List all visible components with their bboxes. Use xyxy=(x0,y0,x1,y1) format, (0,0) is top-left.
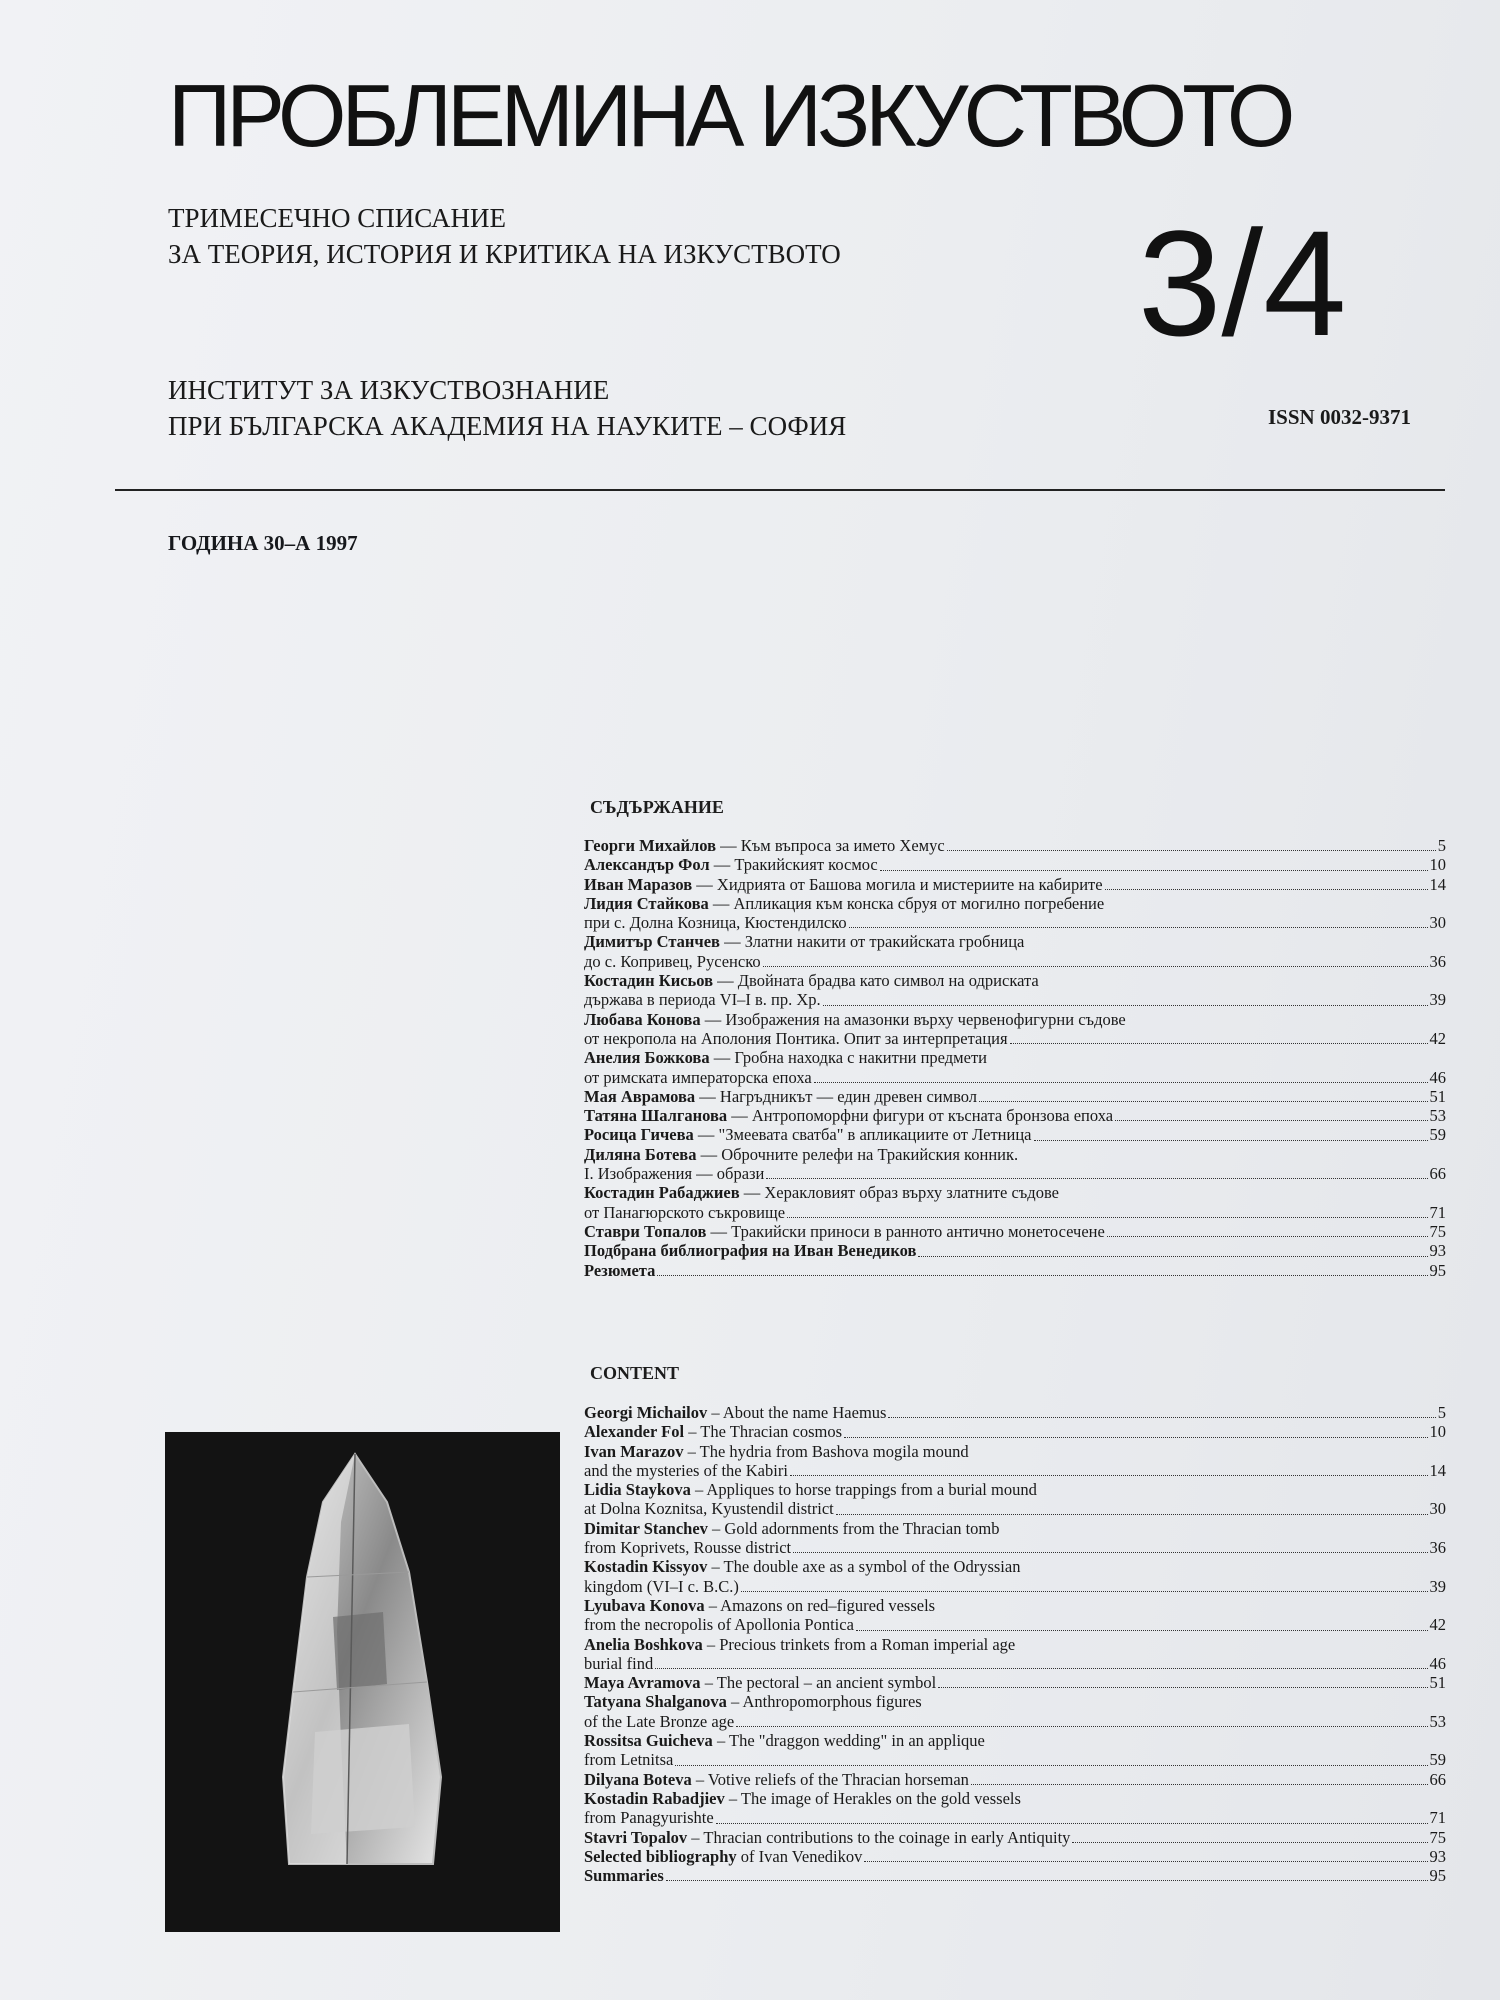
entry-title: – The Thracian cosmos xyxy=(684,1422,843,1442)
leader-dots xyxy=(1034,1140,1428,1141)
toc-en-entry xyxy=(584,1635,1446,1654)
toc-en-entry xyxy=(584,1480,1446,1499)
toc-en-entry-continued xyxy=(584,1750,1446,1769)
toc-en-entry xyxy=(584,1596,1446,1615)
leader-dots xyxy=(1072,1842,1427,1843)
toc-bg-entry xyxy=(584,894,1446,913)
leader-dots xyxy=(1105,889,1428,890)
leader-dots xyxy=(1107,1236,1428,1237)
entry-page-number: 42 xyxy=(1429,1615,1446,1635)
entry-author: Anelia Boshkova xyxy=(584,1634,703,1654)
entry-page-number: 66 xyxy=(1429,1164,1446,1184)
entry-page-number: 51 xyxy=(1429,1086,1446,1106)
entry-page-number: 39 xyxy=(1429,1576,1446,1596)
entry-title: – Precious trinkets from a Roman imperial age xyxy=(702,1634,1016,1654)
entry-title: — "Змеевата сватба" в апликациите от Летница xyxy=(693,1125,1032,1145)
toc-bg-entry-continued xyxy=(584,1029,1446,1048)
toc-bg-entry xyxy=(584,875,1446,894)
entry-author: Мая Аврамова xyxy=(584,1086,696,1106)
toc-en-entry xyxy=(584,1557,1446,1576)
toc-bg-entry xyxy=(584,836,1446,855)
header-divider xyxy=(115,489,1445,491)
entry-author: Подбрана библиография на Иван Венедиков xyxy=(584,1241,917,1261)
entry-title: — Двойната брадва като символ на одриската xyxy=(713,971,1039,991)
entry-page-number: 10 xyxy=(1429,1422,1446,1442)
toc-bg-entry xyxy=(584,1106,1446,1125)
entry-title: — Тракийският космос xyxy=(709,855,878,875)
leader-dots xyxy=(836,1514,1428,1515)
toc-en-entry xyxy=(584,1770,1446,1789)
leader-dots xyxy=(849,927,1428,928)
entry-page-number: 42 xyxy=(1429,1028,1446,1048)
toc-en-entry xyxy=(584,1731,1446,1750)
institute-line-1: ИНСТИТУТ ЗА ИЗКУСТВОЗНАНИЕ xyxy=(168,375,610,405)
toc-bg-entry xyxy=(584,1010,1446,1029)
leader-dots xyxy=(787,1217,1427,1218)
institute-line-2: ПРИ БЪЛГАРСКА АКАДЕМИЯ НА НАУКИТЕ – СОФИЯ xyxy=(168,411,847,441)
leader-dots xyxy=(790,1475,1428,1476)
crystal-artifact-image xyxy=(165,1432,560,1932)
toc-en-entry-continued xyxy=(584,1538,1446,1557)
leader-dots xyxy=(736,1726,1427,1727)
entry-author: Lidia Staykova xyxy=(584,1480,691,1500)
toc-en-entry xyxy=(584,1403,1446,1422)
entry-title: — Апликация към конска сбруя от могилно погребение xyxy=(708,893,1105,913)
toc-bg-entry-continued xyxy=(584,1203,1446,1222)
entry-title: — Оброчните релефи на Тракийския конник. xyxy=(696,1144,1019,1164)
entry-author: Ставри Топалов xyxy=(584,1221,707,1241)
entry-author: Диляна Ботева xyxy=(584,1144,697,1164)
toc-en-entry-continued xyxy=(584,1654,1446,1673)
toc-en-entry-continued xyxy=(584,1712,1446,1731)
entry-title: — Златни накити от тракийската гробница xyxy=(719,932,1025,952)
entry-author: Georgi Michailov xyxy=(584,1403,708,1422)
entry-title-continued: от Панагюрското съкровище xyxy=(584,1202,786,1222)
leader-dots xyxy=(657,1275,1427,1276)
subtitle-line-2: ЗА ТЕОРИЯ, ИСТОРИЯ И КРИТИКА НА ИЗКУСТВОТО xyxy=(168,239,841,269)
contents-en-list xyxy=(584,1403,1446,1885)
entry-title: — Към въпроса за името Хемус xyxy=(716,836,945,855)
toc-bg-entry-continued xyxy=(584,1164,1446,1183)
issn-number: ISSN 0032-9371 xyxy=(1268,405,1411,429)
entry-title-continued: from the necropolis of Apollonia Pontica xyxy=(584,1615,854,1635)
toc-en-entry-continued xyxy=(584,1577,1446,1596)
leader-dots xyxy=(938,1687,1427,1688)
leader-dots xyxy=(844,1437,1427,1438)
leader-dots xyxy=(971,1784,1428,1785)
entry-page-number: 51 xyxy=(1429,1673,1446,1693)
entry-title: – The hydria from Bashova mogila mound xyxy=(683,1441,969,1461)
toc-en-entry xyxy=(584,1442,1446,1461)
entry-title-continued: from Letnitsa xyxy=(584,1750,674,1770)
entry-author: Kostadin Rabadjiev xyxy=(584,1788,725,1808)
entry-author: Анелия Божкова xyxy=(584,1048,710,1068)
entry-title-continued: at Dolna Koznitsa, Kyustendil district xyxy=(584,1499,834,1519)
entry-title-continued: I. Изображения — образи xyxy=(584,1164,765,1184)
entry-title: – Appliques to horse trappings from a burial mound xyxy=(690,1480,1037,1500)
entry-title: — Нагръдникът — един древен символ xyxy=(695,1086,978,1106)
toc-en-entry xyxy=(584,1519,1446,1538)
entry-author: Rossitsa Guicheva xyxy=(584,1731,713,1751)
toc-en-entry-continued xyxy=(584,1499,1446,1518)
entry-author: Костадин Рабаджиев xyxy=(584,1183,740,1203)
entry-title: — Херакловият образ върху златните съдове xyxy=(739,1183,1059,1203)
leader-dots xyxy=(716,1823,1428,1824)
toc-bg-entry xyxy=(584,1087,1446,1106)
entry-page-number: 39 xyxy=(1429,990,1446,1010)
entry-title-continued: from Koprivets, Rousse district xyxy=(584,1538,792,1558)
publisher-block xyxy=(168,372,846,444)
toc-bg-entry xyxy=(584,1241,1446,1260)
artifact-photo xyxy=(165,1432,560,1932)
toc-bg-entry xyxy=(584,971,1446,990)
toc-en-entry xyxy=(584,1692,1446,1711)
entry-author: Георги Михайлов xyxy=(584,836,716,855)
toc-bg-entry xyxy=(584,1048,1446,1067)
entry-title: of Ivan Venedikov xyxy=(736,1846,863,1866)
leader-dots xyxy=(763,966,1428,967)
entry-author: Summaries xyxy=(584,1866,664,1886)
entry-page-number: 30 xyxy=(1429,1499,1446,1519)
toc-bg-entry-continued xyxy=(584,952,1446,971)
entry-page-number: 14 xyxy=(1429,874,1446,894)
toc-bg-entry xyxy=(584,855,1446,874)
entry-title: – The "draggon wedding" in an applique xyxy=(712,1731,985,1751)
entry-page-number: 95 xyxy=(1429,1866,1446,1886)
entry-page-number: 95 xyxy=(1429,1260,1446,1280)
entry-author: Александър Фол xyxy=(584,855,710,875)
leader-dots xyxy=(793,1552,1427,1553)
leader-dots xyxy=(918,1256,1427,1257)
leader-dots xyxy=(979,1101,1427,1102)
toc-en-entry xyxy=(584,1828,1446,1847)
toc-en-entry-continued xyxy=(584,1461,1446,1480)
entry-title-continued: of the Late Bronze age xyxy=(584,1711,735,1731)
entry-title: – Thracian contributions to the coinage in early Antiquity xyxy=(687,1827,1071,1847)
toc-en-entry xyxy=(584,1789,1446,1808)
entry-title: – The pectoral – an ancient symbol xyxy=(700,1673,937,1693)
leader-dots xyxy=(655,1668,1427,1669)
entry-title-continued: при с. Долна Козница, Кюстендилско xyxy=(584,913,847,933)
toc-bg-entry xyxy=(584,1145,1446,1164)
entry-author: Любава Конова xyxy=(584,1009,701,1029)
toc-bg-entry xyxy=(584,1261,1446,1280)
entry-page-number: 59 xyxy=(1429,1125,1446,1145)
toc-bg-entry xyxy=(584,1222,1446,1241)
entry-title: – Anthropomorphous figures xyxy=(726,1692,922,1712)
entry-page-number: 36 xyxy=(1429,1538,1446,1558)
toc-bg-entry xyxy=(584,1183,1446,1202)
entry-author: Росица Гичева xyxy=(584,1125,694,1145)
entry-author: Димитър Станчев xyxy=(584,932,720,952)
contents-bg-list xyxy=(584,836,1446,1280)
toc-bg-entry-continued xyxy=(584,913,1446,932)
entry-title: — Антропоморфни фигури от късната бронзова епоха xyxy=(727,1106,1114,1126)
entry-page-number: 53 xyxy=(1429,1106,1446,1126)
entry-author: Stavri Topalov xyxy=(584,1827,688,1847)
leader-dots xyxy=(856,1630,1428,1631)
entry-page-number: 5 xyxy=(1437,1403,1446,1422)
toc-en-entry-continued xyxy=(584,1615,1446,1634)
entry-page-number: 30 xyxy=(1429,913,1446,933)
entry-title: — Гробна находка с накитни предмети xyxy=(709,1048,987,1068)
leader-dots xyxy=(741,1591,1428,1592)
entry-author: Alexander Fol xyxy=(584,1422,685,1442)
toc-bg-entry xyxy=(584,932,1446,951)
entry-page-number: 36 xyxy=(1429,951,1446,971)
entry-page-number: 75 xyxy=(1429,1221,1446,1241)
entry-page-number: 53 xyxy=(1429,1711,1446,1731)
leader-dots xyxy=(864,1861,1427,1862)
leader-dots xyxy=(947,850,1436,851)
entry-page-number: 14 xyxy=(1429,1460,1446,1480)
toc-bg-entry xyxy=(584,1125,1446,1144)
entry-title-continued: до с. Копривец, Русенско xyxy=(584,951,761,971)
entry-title-continued: from Panagyurishte xyxy=(584,1808,714,1828)
entry-author: Dimitar Stanchev xyxy=(584,1518,708,1538)
entry-page-number: 10 xyxy=(1429,855,1446,875)
entry-title-continued: от некропола на Аполония Понтика. Опит за интерпретация xyxy=(584,1028,1008,1048)
subtitle-line-1: ТРИМЕСЕЧНО СПИСАНИЕ xyxy=(168,203,506,233)
leader-dots xyxy=(766,1178,1427,1179)
journal-subtitle xyxy=(168,200,841,272)
entry-page-number: 5 xyxy=(1437,836,1446,855)
toc-bg-entry-continued xyxy=(584,990,1446,1009)
leader-dots xyxy=(823,1005,1428,1006)
entry-title-continued: kingdom (VI–I c. B.C.) xyxy=(584,1576,739,1596)
toc-en-entry xyxy=(584,1673,1446,1692)
entry-title: — Хидрията от Башова могила и мистериите на кабирите xyxy=(692,874,1103,894)
leader-dots xyxy=(880,870,1428,871)
entry-author: Резюмета xyxy=(584,1260,656,1280)
toc-bg-entry-continued xyxy=(584,1068,1446,1087)
toc-en-entry-continued xyxy=(584,1808,1446,1827)
entry-author: Kostadin Kissyov xyxy=(584,1557,708,1577)
entry-author: Lyubava Konova xyxy=(584,1595,705,1615)
entry-author: Selected bibliography xyxy=(584,1846,737,1866)
entry-page-number: 71 xyxy=(1429,1808,1446,1828)
entry-title-continued: burial find xyxy=(584,1653,654,1673)
entry-title: – The image of Herakles on the gold vessels xyxy=(724,1788,1021,1808)
entry-title-continued: and the mysteries of the Kabiri xyxy=(584,1460,788,1480)
issue-number: 3/4 xyxy=(1138,199,1347,367)
entry-page-number: 71 xyxy=(1429,1202,1446,1222)
entry-title: – Votive reliefs of the Thracian horseman xyxy=(691,1769,969,1789)
entry-title-continued: държава в периода VI–I в. пр. Хр. xyxy=(584,990,821,1010)
entry-title: — Тракийски приноси в ранното антично монетосечене xyxy=(706,1221,1105,1241)
entry-page-number: 46 xyxy=(1429,1067,1446,1087)
entry-author: Dilyana Boteva xyxy=(584,1769,692,1789)
entry-author: Maya Avramova xyxy=(584,1673,701,1693)
leader-dots xyxy=(814,1082,1428,1083)
leader-dots xyxy=(666,1880,1428,1881)
entry-author: Tatyana Shalganova xyxy=(584,1692,727,1712)
entry-author: Иван Маразов xyxy=(584,874,693,894)
leader-dots xyxy=(675,1765,1427,1766)
leader-dots xyxy=(888,1417,1435,1418)
entry-title: – Amazons on red–figured vessels xyxy=(704,1595,936,1615)
contents-bg-heading: СЪДЪРЖАНИЕ xyxy=(590,797,724,817)
entry-author: Костадин Кисьов xyxy=(584,971,714,991)
entry-title-continued: от римската императорска епоха xyxy=(584,1067,812,1087)
entry-title: — Изображения на амазонки върху червенофигурни съдове xyxy=(700,1009,1126,1029)
entry-page-number: 75 xyxy=(1429,1827,1446,1847)
journal-title: ПРОБЛЕМИНА ИЗКУСТВОТО xyxy=(168,66,1291,165)
entry-page-number: 93 xyxy=(1429,1846,1446,1866)
entry-title: – Gold adornments from the Thracian tomb xyxy=(707,1518,1000,1538)
year-line: ГОДИНА 30–А 1997 xyxy=(168,531,358,555)
entry-page-number: 66 xyxy=(1429,1769,1446,1789)
toc-en-entry xyxy=(584,1422,1446,1441)
entry-author: Ivan Marazov xyxy=(584,1441,684,1461)
entry-title: – The double axe as a symbol of the Odryssian xyxy=(707,1557,1021,1577)
contents-en-heading: CONTENT xyxy=(590,1363,680,1383)
toc-en-entry xyxy=(584,1866,1446,1885)
entry-author: Татяна Шалганова xyxy=(584,1106,728,1126)
entry-page-number: 93 xyxy=(1429,1241,1446,1261)
entry-author: Лидия Стайкова xyxy=(584,893,709,913)
entry-page-number: 46 xyxy=(1429,1653,1446,1673)
entry-page-number: 59 xyxy=(1429,1750,1446,1770)
entry-title: – About the name Haemus xyxy=(707,1403,887,1422)
leader-dots xyxy=(1010,1043,1428,1044)
toc-en-entry xyxy=(584,1847,1446,1866)
leader-dots xyxy=(1115,1120,1427,1121)
